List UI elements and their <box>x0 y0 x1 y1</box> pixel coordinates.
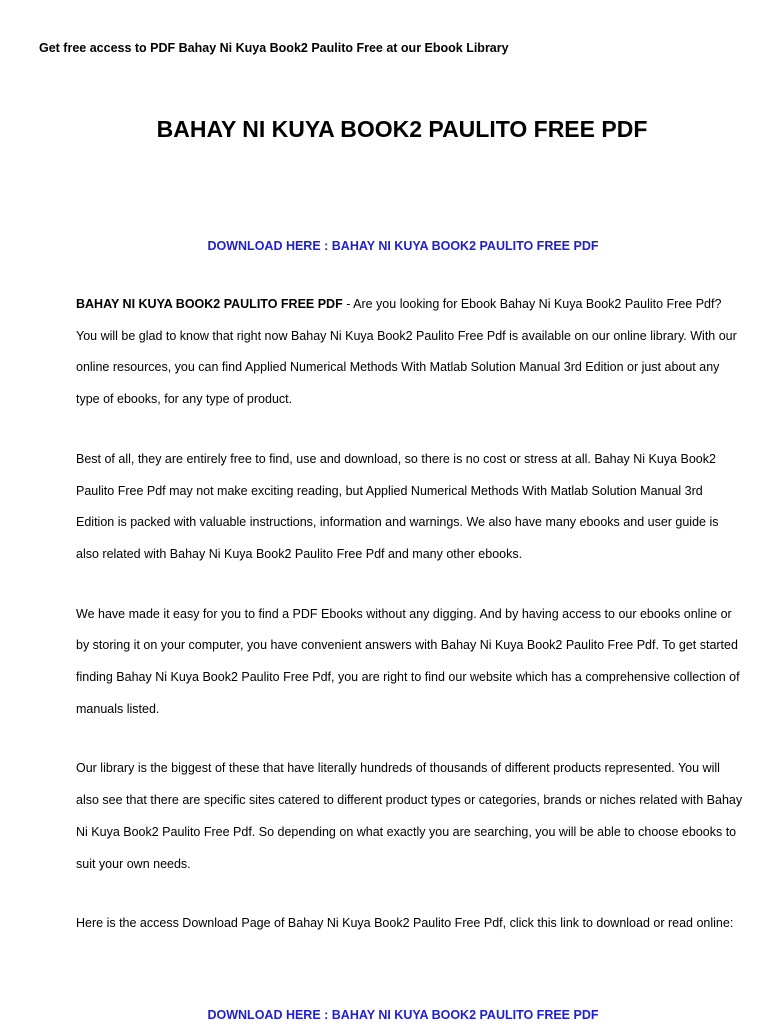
document-title: BAHAY NI KUYA BOOK2 PAULITO FREE PDF <box>156 116 648 142</box>
paragraph-free: Best of all, they are entirely free to find, use and download, so there is no cost or stress at all. Bahay Ni Kuya Book2 Paulito Free Pdf may not make exciting reading, but Applied Numerical Methods With Matlab Solution Manual 3rd Edition is packed with valuable instructions, information and warnings. We also have many ebooks and user guide is also related with Bahay Ni Kuya Book2 Paulito Free Pdf and many other ebooks. <box>76 451 719 561</box>
paragraph-intro <box>76 289 744 416</box>
body-text <box>76 289 744 968</box>
download-link-top[interactable]: DOWNLOAD HERE : BAHAY NI KUYA BOOK2 PAULITO FREE PDF <box>207 239 599 253</box>
download-link-bottom[interactable]: DOWNLOAD HERE : BAHAY NI KUYA BOOK2 PAULITO FREE PDF <box>207 1008 599 1022</box>
paragraph-intro-rest: - Are you looking for Ebook Bahay Ni Kuya Book2 Paulito Free Pdf? You will be glad to know that right now Bahay Ni Kuya Book2 Paulito Free Pdf is available on our online library. With our online resources, you can find Applied Numerical Methods With Matlab Solution Manual 3rd Edition or just about any type of ebooks, for any type of product. <box>76 297 737 407</box>
paragraph-easy: We have made it easy for you to find a PDF Ebooks without any digging. And by having access to our ebooks online or by storing it on your computer, you have convenient answers with Bahay Ni Kuya Book2 Paulito Free Pdf. To get started finding Bahay Ni Kuya Book2 Paulito Free Pdf, you are right to find our website which has a comprehensive collection of manuals listed. <box>76 606 740 716</box>
paragraph-access: Here is the access Download Page of Bahay Ni Kuya Book2 Paulito Free Pdf, click this link to download or read online: <box>76 916 734 931</box>
paragraph-library: Our library is the biggest of these that have literally hundreds of thousands of different products represented. You will also see that there are specific sites catered to different product types or categories, brands or niches related with Bahay Ni Kuya Book2 Paulito Free Pdf. So depending on what exactly you are searching, you will be able to choose ebooks to suit your own needs. <box>76 761 743 871</box>
paragraph-intro-lead: BAHAY NI KUYA BOOK2 PAULITO FREE PDF <box>76 297 343 311</box>
header-note: Get free access to PDF Bahay Ni Kuya Book2 Paulito Free at our Ebook Library <box>39 41 509 55</box>
